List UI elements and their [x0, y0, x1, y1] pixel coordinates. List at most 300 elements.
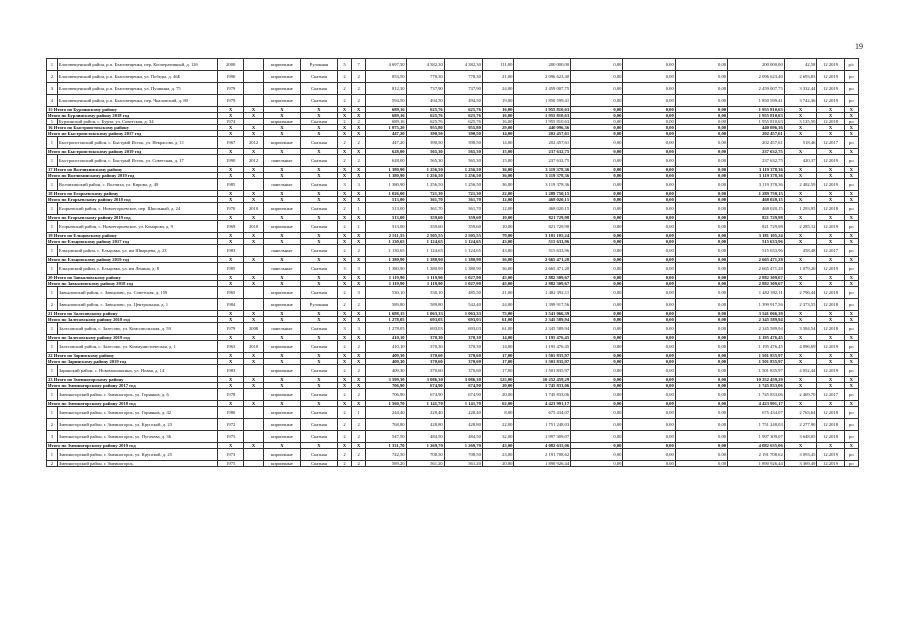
roof-type: Скатная	[300, 221, 337, 233]
cost-owners: 2 665 471,28	[728, 257, 785, 263]
subtotal-label: 22 Итого по Заринскому району	[47, 353, 218, 359]
total-area: 1 688,15	[366, 311, 406, 317]
entrances-x: X	[352, 191, 366, 197]
total-area: 2 511,55	[366, 233, 406, 239]
year-renovated	[244, 83, 264, 95]
entrances-x: X	[352, 401, 366, 407]
year-built-x: X	[218, 401, 244, 407]
work-code: ро	[844, 83, 858, 95]
address: Быстроистокский район, с. Быстрый Исток, ул. Советская, д. 17	[57, 155, 217, 167]
cost-regional: 0,00	[623, 401, 675, 407]
cost-per-sqm: 2 693,83	[784, 71, 817, 83]
cost-regional: 0,00	[623, 137, 675, 149]
total-area: 1 119,90	[366, 275, 406, 281]
year-built-x: X	[218, 317, 244, 323]
total-area: 1 119,90	[366, 281, 406, 287]
entrances: 2	[352, 461, 366, 467]
cost-owners: 1 850 599,41	[728, 95, 785, 107]
wall-material-x: X	[263, 383, 300, 389]
residents: 16,00	[482, 119, 514, 125]
entrances: 2	[352, 389, 366, 401]
cost-federal: 0,00	[571, 407, 623, 419]
table-row	[47, 179, 859, 191]
row-number: 3	[47, 83, 58, 95]
total-area: 410,10	[366, 341, 406, 353]
roof-type-x: X	[300, 233, 337, 239]
cost-per-sqm: X	[784, 353, 817, 359]
living-area: 674,90	[406, 383, 444, 389]
living-area: 708,50	[406, 449, 444, 461]
year-built-x: X	[218, 257, 244, 263]
row-number: 2	[47, 71, 58, 83]
floors: 2	[337, 221, 351, 233]
living-area: 1 124,65	[406, 239, 444, 245]
year-renovated	[244, 179, 264, 191]
floors: 2	[337, 299, 351, 311]
cost-per-sqm: 2 482,59	[784, 179, 817, 191]
cost-per-sqm: X	[784, 311, 817, 317]
cost-total: 468 020,15	[514, 203, 571, 215]
entrances: 2	[352, 119, 366, 125]
cost-total: 1 195 476,45	[514, 341, 571, 353]
cost-local: 0,00	[675, 233, 727, 239]
floors-x: X	[337, 275, 351, 281]
year-renovated-x: X	[244, 401, 264, 407]
year-built: 1965	[218, 287, 244, 299]
cost-local: 0,00	[675, 257, 727, 263]
total-area: 594,50	[366, 95, 406, 107]
cost-local: 0,00	[675, 245, 727, 257]
cost-local: 0,00	[675, 389, 727, 401]
work-code: ро	[844, 119, 858, 125]
residents: 61,00	[482, 317, 514, 323]
residential-area: 625,76	[444, 113, 482, 119]
cost-per-sqm: X	[784, 191, 817, 197]
subtotal-label: Итого по Ельцовскому району 2017 год	[47, 239, 218, 245]
deadline: X	[817, 113, 844, 119]
cost-local: 0,00	[675, 461, 727, 467]
cost-federal: 0,00	[571, 71, 623, 83]
year-renovated	[244, 299, 264, 311]
residents: 45,00	[482, 275, 514, 281]
cost-owners: 1 890 926,44	[728, 461, 785, 467]
total-area: 4 697,30	[366, 59, 406, 71]
roof-type-x: X	[300, 149, 337, 155]
living-area: 955,80	[406, 125, 444, 131]
residents: 15,00	[482, 155, 514, 167]
roof-type-x: X	[300, 443, 337, 449]
living-area: 721,30	[406, 191, 444, 197]
floors-x: X	[337, 191, 351, 197]
cost-federal: 0,00	[571, 245, 623, 257]
roof-type: Скатная	[300, 287, 337, 299]
floors: 2	[337, 407, 351, 419]
year-built: 1975	[218, 431, 244, 443]
wall-material-x: X	[263, 275, 300, 281]
living-area: 484,50	[406, 431, 444, 443]
cost-per-sqm: X	[784, 113, 817, 119]
cost-owners: 3 181 105,24	[728, 233, 785, 239]
cost-per-sqm: X	[784, 443, 817, 449]
residents: 29,00	[482, 125, 514, 131]
floors-x: X	[337, 401, 351, 407]
living-area: 390,50	[406, 137, 444, 149]
year-built: 1979	[218, 83, 244, 95]
work-code: X	[844, 149, 858, 155]
roof-type-x: X	[300, 317, 337, 323]
table-row	[47, 299, 859, 311]
residential-area: 778,30	[444, 71, 482, 83]
deadline: X	[817, 377, 844, 383]
cost-total: 237 632,75	[514, 149, 571, 155]
residents: 43,00	[482, 245, 514, 257]
cost-per-sqm: X	[784, 335, 817, 341]
row-number: 1	[47, 179, 58, 191]
floors: 2	[337, 419, 351, 431]
year-built: 1970	[218, 203, 244, 215]
cost-federal: 0,00	[571, 107, 623, 113]
living-area: 674,90	[406, 389, 444, 401]
address: Змеиногорский район, г. Змеиногорск, ул. Пугачева, д. 36	[57, 431, 217, 443]
cost-local: 0,00	[675, 59, 727, 71]
work-code: ро	[844, 221, 858, 233]
subtotal-label: 15 Итого по Бурлинскому району	[47, 107, 218, 113]
total-area: 244,40	[366, 407, 406, 419]
living-area: 1 256,50	[406, 173, 444, 179]
total-area: 689,16	[366, 107, 406, 113]
wall-material: кирпичные	[263, 221, 300, 233]
residents: 15,00	[482, 149, 514, 155]
year-renovated-x: X	[244, 335, 264, 341]
work-code: X	[844, 383, 858, 389]
residential-area: 1 380,90	[444, 263, 482, 275]
wall-material-x: X	[263, 131, 300, 137]
wall-material: кирпичные	[263, 365, 300, 377]
work-code: р/с	[844, 59, 858, 71]
work-code: ро	[844, 323, 858, 335]
wall-material-x: X	[263, 215, 300, 221]
living-area: 3 086,30	[406, 377, 444, 383]
wall-material-x: X	[263, 173, 300, 179]
cost-regional: 0,00	[623, 311, 675, 317]
residents: 14,00	[482, 137, 514, 149]
deadline: X	[817, 239, 844, 245]
floors: 2	[337, 119, 351, 125]
total-area: 853,50	[366, 71, 406, 83]
cost-federal: 0,00	[571, 311, 623, 317]
year-renovated-x: X	[244, 281, 264, 287]
year-renovated: 2010	[244, 221, 264, 233]
living-area: 370,60	[406, 353, 444, 359]
wall-material: кирпичные	[263, 299, 300, 311]
year-built-x: X	[218, 191, 244, 197]
roof-type-x: X	[300, 383, 337, 389]
residential-area: 565,30	[444, 149, 482, 155]
deadline: X	[817, 107, 844, 113]
roof-type-x: X	[300, 173, 337, 179]
address: Егорьевский район, с. Новоегорьевское, пер. Школьный, д. 24	[57, 203, 217, 215]
row-number: 1	[47, 221, 58, 233]
work-code: X	[844, 197, 858, 203]
cost-owners: 4 423 991,17	[728, 401, 785, 407]
residential-area: 1 124,65	[444, 245, 482, 257]
floors-x: X	[337, 215, 351, 221]
residential-area: 361,70	[444, 197, 482, 203]
entrances-x: X	[352, 443, 366, 449]
row-number: 3	[47, 431, 58, 443]
cost-local: 0,00	[675, 335, 727, 341]
cost-per-sqm: 3 125,50	[784, 119, 817, 125]
work-code: X	[844, 173, 858, 179]
subtotal-label: Итого по Змеиногорскому району 2017 год	[47, 383, 218, 389]
year-built-x: X	[218, 167, 244, 173]
residential-area: 2 505,55	[444, 233, 482, 239]
cost-regional: 0,00	[623, 119, 675, 125]
cost-local: 0,00	[675, 155, 727, 167]
cost-regional: 0,00	[623, 113, 675, 119]
cost-per-sqm: 3 369,49	[784, 461, 817, 467]
subtotal-label: 21 Итого по Залесовскому району	[47, 311, 218, 317]
cost-regional: 0,00	[623, 419, 675, 431]
deadline: X	[817, 317, 844, 323]
living-area: 1 380,90	[406, 257, 444, 263]
wall-material-x: X	[263, 197, 300, 203]
cost-total: 1 501 835,97	[514, 365, 571, 377]
entrances: 2	[352, 83, 366, 95]
cost-local: 0,00	[675, 125, 727, 131]
wall-material: панельные	[263, 245, 300, 257]
cost-local: 0,00	[675, 179, 727, 191]
cost-owners: 3 119 378,36	[728, 167, 785, 173]
cost-regional: 0,00	[623, 107, 675, 113]
year-built-x: X	[218, 197, 244, 203]
cost-per-sqm: X	[784, 197, 817, 203]
cost-owners: 3 541 066,39	[728, 311, 785, 317]
residents: 21,00	[482, 287, 514, 299]
cost-per-sqm: X	[784, 233, 817, 239]
cost-total: 675 434,07	[514, 407, 571, 419]
cost-regional: 0,00	[623, 461, 675, 467]
cost-federal: 0,00	[571, 95, 623, 107]
cost-owners: 237 632,75	[728, 149, 785, 155]
cost-per-sqm: 518,46	[784, 137, 817, 149]
cost-regional: 0,00	[623, 125, 675, 131]
residents: 16,00	[482, 113, 514, 119]
row-number: 2	[47, 419, 58, 431]
cost-regional: 0,00	[623, 95, 675, 107]
floors-x: X	[337, 197, 351, 203]
wall-material-x: X	[263, 257, 300, 263]
residents: 20,00	[482, 389, 514, 401]
residents: 14,00	[482, 335, 514, 341]
cost-federal: 0,00	[571, 203, 623, 215]
cost-federal: 0,00	[571, 155, 623, 167]
floors: 2	[337, 71, 351, 83]
row-number: 1	[47, 263, 58, 275]
floors-x: X	[337, 125, 351, 131]
cost-owners: 1 195 476,45	[728, 335, 785, 341]
deadline: 12.2019	[817, 95, 844, 107]
roof-type-x: X	[300, 359, 337, 365]
row-number: 1	[47, 323, 58, 335]
living-area: 693,03	[406, 323, 444, 335]
cost-local: 0,00	[675, 311, 727, 317]
year-renovated-x: X	[244, 257, 264, 263]
cost-regional: 0,00	[623, 353, 675, 359]
residents: 62,00	[482, 401, 514, 407]
cost-per-sqm: X	[784, 401, 817, 407]
residential-area: 484,50	[444, 431, 482, 443]
year-built: 1975	[218, 461, 244, 467]
entrances: 2	[352, 341, 366, 353]
cost-regional: 0,00	[623, 359, 675, 365]
cost-total: 2 345 589,94	[514, 323, 571, 335]
cost-per-sqm: 3 332,44	[784, 83, 817, 95]
cost-local: 0,00	[675, 323, 727, 335]
cost-federal: 0,00	[571, 125, 623, 131]
entrances: 2	[352, 431, 366, 443]
deadline: 12.2018	[817, 407, 844, 419]
total-area: 589,80	[366, 299, 406, 311]
table-row	[47, 287, 859, 299]
wall-material: кирпичные	[263, 389, 300, 401]
year-built: 1974	[218, 119, 244, 125]
year-renovated	[244, 431, 264, 443]
address: Бурлинский район, с. Бурла, ул. Советская, д. 34	[57, 119, 217, 125]
floors-x: X	[337, 317, 351, 323]
cost-local: 0,00	[675, 449, 727, 461]
cost-owners: 2 191 708,62	[728, 449, 785, 461]
year-renovated-x: X	[244, 377, 264, 383]
row-number: 1	[47, 287, 58, 299]
deadline: X	[817, 311, 844, 317]
residential-area: 390,50	[444, 131, 482, 137]
deadline: 12.2019	[817, 449, 844, 461]
entrances-x: X	[352, 377, 366, 383]
row-number: 1	[47, 389, 58, 401]
cost-total: 3 181 105,24	[514, 233, 571, 239]
residents: 10,00	[482, 221, 514, 233]
cost-owners: 1 482 392,11	[728, 287, 785, 299]
row-number: 1	[47, 155, 58, 167]
cost-total: 202 457,61	[514, 137, 571, 149]
roof-type: Скатная	[300, 461, 337, 467]
wall-material-x: X	[263, 359, 300, 365]
address: Змеиногорский район, г. Змеиногорск, ул. Горняков, д. 42	[57, 407, 217, 419]
table-row	[47, 155, 859, 167]
cost-federal: 0,00	[571, 353, 623, 359]
address: Благовещенский район, р.п. Благовещенка, пер. Чкаловский, д. 80	[57, 95, 217, 107]
entrances-x: X	[352, 197, 366, 203]
entrances: 2	[352, 155, 366, 167]
cost-owners: 515 633,96	[728, 245, 785, 257]
year-built-x: X	[218, 353, 244, 359]
cost-total: 3 119 378,36	[514, 173, 571, 179]
living-area: 530,10	[406, 287, 444, 299]
floors: 3	[337, 179, 351, 191]
residential-area: 561,20	[444, 461, 482, 467]
deadline: 12.2019	[817, 461, 844, 467]
entrances: 2	[352, 365, 366, 377]
cost-regional: 0,00	[623, 443, 675, 449]
living-area: 625,76	[406, 119, 444, 125]
cost-per-sqm: X	[784, 173, 817, 179]
cost-federal: 0,00	[571, 59, 623, 71]
entrances: 2	[352, 137, 366, 149]
address: Ельцовский район, с. Ельцовка, ул. им Ленина, д. 8	[57, 263, 217, 275]
entrances-x: X	[352, 383, 366, 389]
cost-federal: 0,00	[571, 119, 623, 125]
roof-type-x: X	[300, 377, 337, 383]
cost-total: 2 459 007,75	[514, 83, 571, 95]
living-area: 565,30	[406, 149, 444, 155]
entrances: 2	[352, 419, 366, 431]
wall-material: панельные	[263, 155, 300, 167]
residents: 19,00	[482, 95, 514, 107]
residents: 125,00	[482, 377, 514, 383]
year-renovated-x: X	[244, 191, 264, 197]
residents: 61,00	[482, 323, 514, 335]
residential-area: 1 256,50	[444, 173, 482, 179]
residential-area: 1 380,90	[444, 257, 482, 263]
year-built: 1969	[218, 221, 244, 233]
entrances-x: X	[352, 215, 366, 221]
cost-total: 3 541 066,39	[514, 311, 571, 317]
cost-federal: 0,00	[571, 179, 623, 191]
entrances: 1	[352, 221, 366, 233]
cost-total: 237 632,75	[514, 155, 571, 167]
total-area: 689,16	[366, 119, 406, 125]
cost-per-sqm: 3 384,54	[784, 323, 817, 335]
cost-regional: 0,00	[623, 281, 675, 287]
floors: 3	[337, 323, 351, 335]
year-built: 1963	[218, 341, 244, 353]
work-code: X	[844, 167, 858, 173]
deadline: X	[817, 401, 844, 407]
floors-x: X	[337, 377, 351, 383]
residents: 43,00	[482, 239, 514, 245]
cost-federal: 0,00	[571, 113, 623, 119]
year-built-x: X	[218, 173, 244, 179]
cost-regional: 0,00	[623, 299, 675, 311]
cost-regional: 0,00	[623, 407, 675, 419]
wall-material-x: X	[263, 281, 300, 287]
deadline: X	[817, 275, 844, 281]
subtotal-label: 20 Итого по Завьяловскому району	[47, 275, 218, 281]
wall-material-x: X	[263, 353, 300, 359]
cost-regional: 0,00	[623, 203, 675, 215]
deadline: X	[817, 353, 844, 359]
residential-area: 1 027,90	[444, 281, 482, 287]
entrances: 2	[352, 245, 366, 257]
floors-x: X	[337, 257, 351, 263]
cost-local: 0,00	[675, 95, 727, 107]
deadline: X	[817, 335, 844, 341]
cost-local: 0,00	[675, 377, 727, 383]
address: Благовещенский район, р.п. Благовещенка, ул. Пушкина, д. 75	[57, 83, 217, 95]
deadline: 12.2018	[817, 419, 844, 431]
total-area: 1 380,90	[366, 257, 406, 263]
row-number: 1	[47, 449, 58, 461]
year-built-x: X	[218, 383, 244, 389]
entrances-x: X	[352, 173, 366, 179]
work-code: ро	[844, 245, 858, 257]
cost-federal: 0,00	[571, 83, 623, 95]
cost-owners: 675 434,07	[728, 407, 785, 419]
wall-material: кирпичные	[263, 431, 300, 443]
cost-total: 1 850 599,41	[514, 95, 571, 107]
year-renovated	[244, 365, 264, 377]
